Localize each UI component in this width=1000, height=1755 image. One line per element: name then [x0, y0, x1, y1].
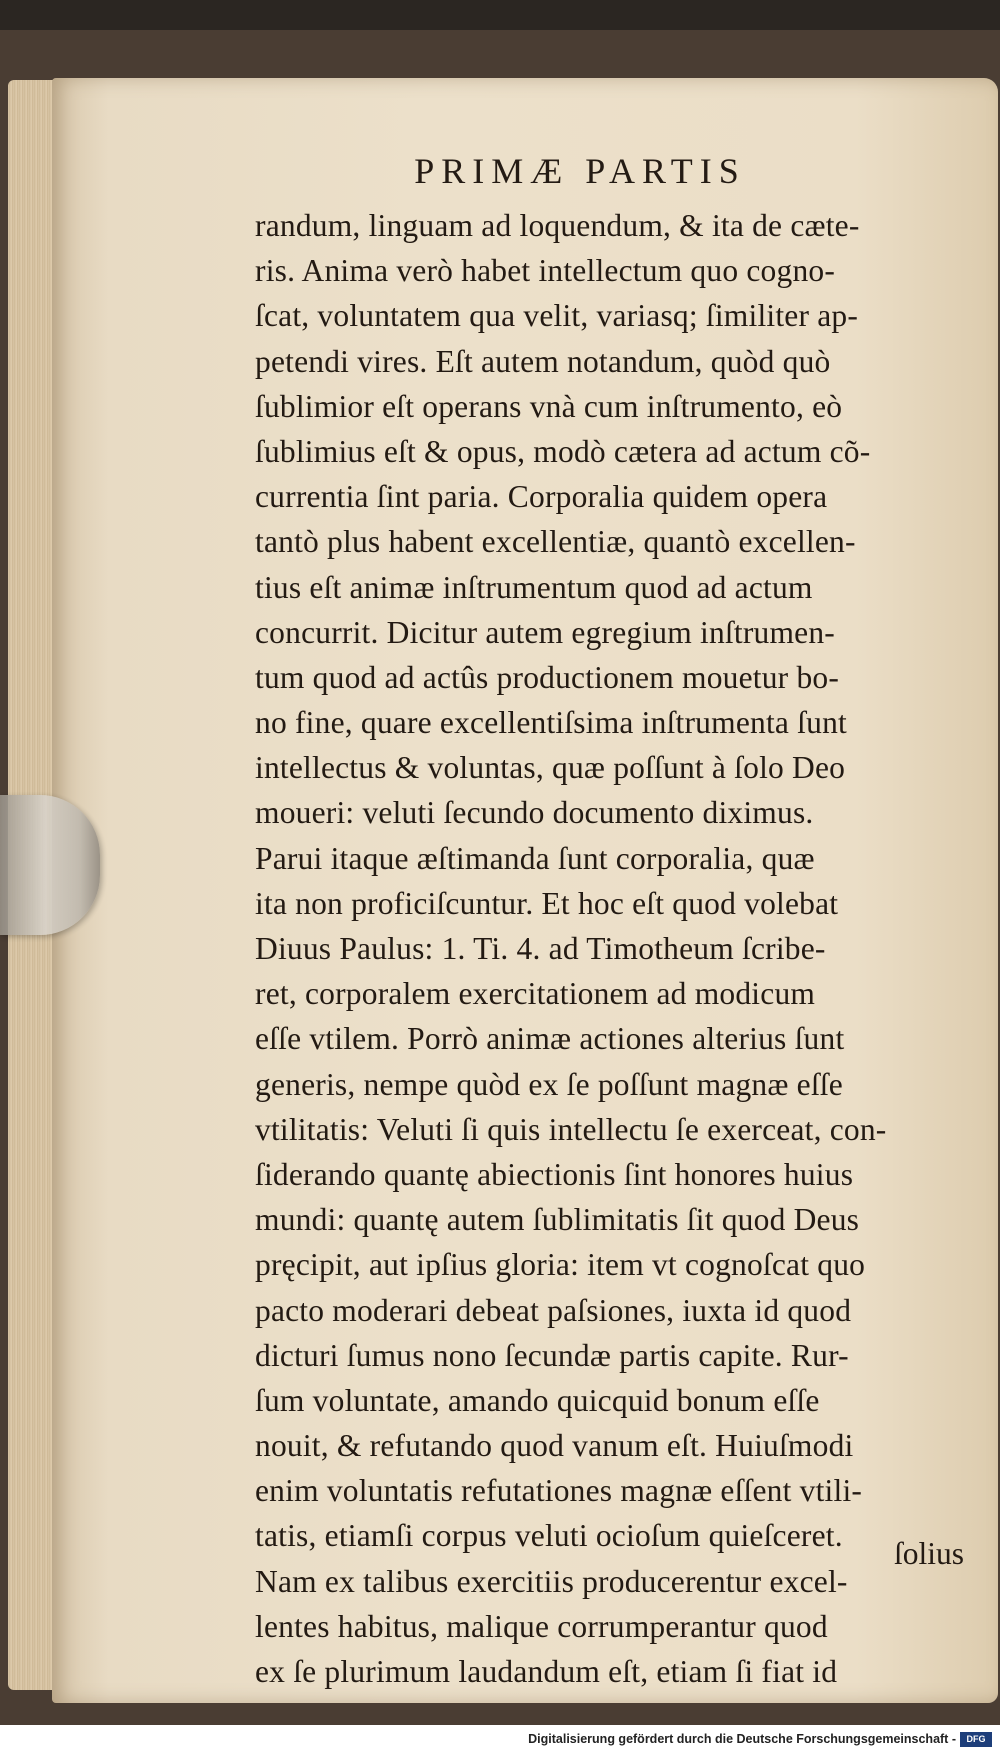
page-clip [0, 795, 100, 935]
text-line: ret, corporalem exercitationem ad modicum [255, 976, 816, 1012]
footer-credit: Digitalisierung gefördert durch die Deutsche Forschungsgemeinschaft - [528, 1732, 956, 1746]
text-line: eſſe vtilem. Porrò animæ actiones alterius ſunt [255, 1021, 845, 1057]
text-line: tum quod ad actûs productionem mouetur bo- [255, 659, 840, 695]
body-text [255, 203, 970, 1694]
footer-bar [0, 1725, 1000, 1755]
text-line: no fine, quare excellentiſsima inſtrumenta ſunt [255, 705, 847, 741]
text-line: moueri: veluti ſecundo documento diximus. [255, 795, 814, 831]
text-line: ſcat, voluntatem qua velit, variasq; ſimiliter ap- [255, 298, 859, 334]
text-line: dicturi ſumus nono ſecundæ partis capite. Rur- [255, 1337, 849, 1373]
text-line: intellectus & voluntas, quæ poſſunt à ſolo Deo [255, 750, 846, 786]
text-line: ita non proficiſcuntur. Et hoc eſt quod volebat [255, 885, 839, 921]
text-line: enim voluntatis refutationes magnæ eſſent vtili- [255, 1473, 863, 1509]
text-line: tatis, etiamſi corpus veluti ocioſum quieſceret. [255, 1518, 843, 1554]
text-line: tius eſt animæ inſtrumentum quod ad actum [255, 569, 813, 605]
running-head: PRIMÆ PARTIS [414, 151, 746, 191]
text-line: ſublimius eſt & opus, modò cætera ad actum cõ- [255, 433, 871, 469]
text-line: concurrit. Dicitur autem egregium inſtrumen- [255, 614, 835, 650]
text-line: tantò plus habent excellentiæ, quantò excellen- [255, 524, 856, 560]
text-line: ris. Anima verò habet intellectum quo cogno- [255, 253, 836, 289]
text-line: mundi: quantę autem ſublimitatis ſit quod Deus [255, 1202, 860, 1238]
text-line: pręcipit, aut ipſius gloria: item vt cognoſcat quo [255, 1247, 866, 1283]
text-line: ex ſe plurimum laudandum eſt, etiam ſi fiat id [255, 1654, 838, 1689]
catchword: ſolius [893, 1536, 964, 1571]
text-line: petendi vires. Eſt autem notandum, quòd quò [255, 343, 831, 379]
text-line: currentia ſint paria. Corporalia quidem opera [255, 479, 828, 515]
text-line: ſum voluntate, amando quicquid bonum eſſe [255, 1382, 820, 1418]
text-line: randum, linguam ad loquendum, & ita de cæte- [255, 208, 860, 243]
text-line: generis, nempe quòd ex ſe poſſunt magnæ eſſe [255, 1066, 843, 1102]
text-line: pacto moderari debeat paſsiones, iuxta id quod [255, 1292, 852, 1328]
text-line: vtilitatis: Veluti ſi quis intellectu ſe exerceat, con- [255, 1111, 887, 1147]
text-line: Diuus Paulus: 1. Ti. 4. ad Timotheum ſcribe- [255, 931, 826, 966]
text-line: ſiderando quantę abiectionis ſint honores huius [255, 1156, 854, 1192]
text-line: ſublimior eſt operans vnà cum inſtrumento, eò [255, 388, 843, 424]
text-line: nouit, & refutando quod vanum eſt. Huiuſmodi [255, 1428, 854, 1464]
text-line: lentes habitus, malique corrumperantur quod [255, 1608, 828, 1644]
text-line: Parui itaque æſtimanda ſunt corporalia, quæ [255, 840, 815, 876]
text-line: Nam ex talibus exercitiis producerentur excel- [255, 1563, 848, 1599]
dfg-logo-icon: DFG [960, 1732, 992, 1747]
